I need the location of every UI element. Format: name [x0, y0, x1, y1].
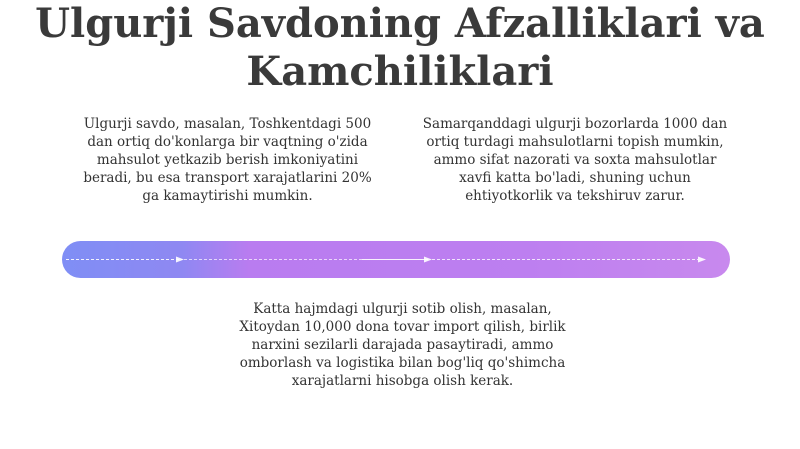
timeline-arrowhead-3 — [698, 257, 706, 263]
timeline-arrowhead-1 — [176, 257, 184, 263]
timeline-arrowhead-2 — [424, 257, 432, 263]
text-block-bottom: Katta hajmdagi ulgurji sotib olish, masalan, Xitoydan 10,000 dona tovar import qilish, birlik narxini sezilarli darajada pasaytiradi, ammo omborlash va logistika bilan bog'liq qo'shimcha xarajatlarni hisobga olish kerak. — [239, 301, 566, 389]
timeline-arrows — [62, 241, 730, 278]
text-block-right: Samarqanddagi ulgurji bozorlarda 1000 dan ortiq turdagi mahsulotlarni topish mumkin, ammo sifat nazorati va soxta mahsulotlar xavfi katta bo'ladi, shuning uchun ehtiyotkorlik va tekshiruv zarur. — [422, 116, 728, 204]
timeline-bar — [62, 241, 730, 278]
page-title: Ulgurji Savdoning Afzalliklari va Kamchiliklari — [35, 0, 765, 95]
text-block-left: Ulgurji savdo, masalan, Toshkentdagi 500 dan ortiq do'konlarga bir vaqtning o'zida mahsulot yetkazib berish imkoniyatini beradi, bu esa transport xarajatlarini 20% ga kamaytirishi mumkin. — [83, 116, 372, 204]
